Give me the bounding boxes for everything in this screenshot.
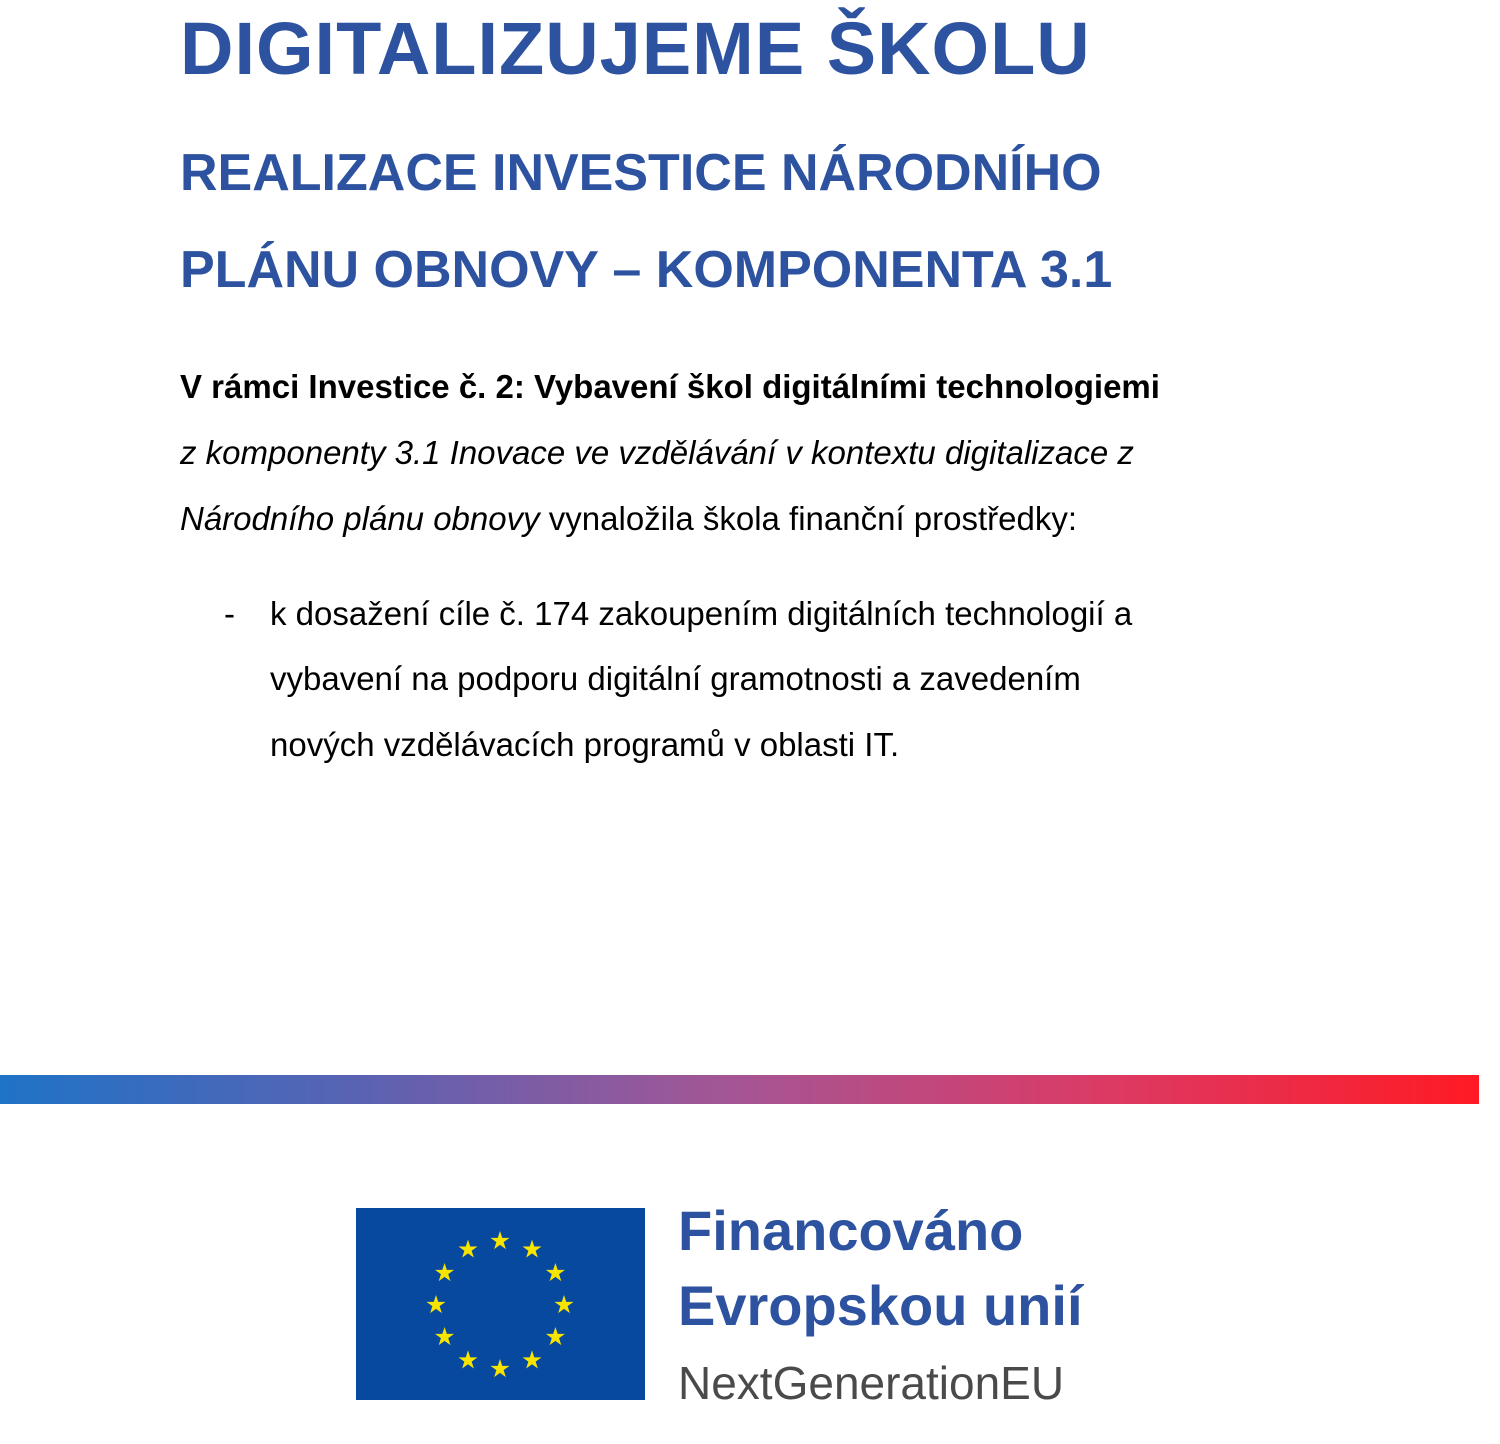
subtitle-line-1: REALIZACE INVESTICE NÁRODNÍHO xyxy=(180,144,1102,202)
bullet-dash: - xyxy=(224,595,235,632)
component-description: z komponenty 3.1 Inovace ve vzdělávání v kontextu digitalizace z xyxy=(180,434,1134,471)
bullet-line-2: vybavení na podporu digitální gramotnosti a zavedením xyxy=(270,660,1081,697)
subtitle-line-2: PLÁNU OBNOVY – KOMPONENTA 3.1 xyxy=(180,241,1113,299)
bullet-line-1: k dosažení cíle č. 174 zakoupením digitálních technologií a xyxy=(270,595,1133,632)
funded-by-line1: Financováno xyxy=(678,1199,1024,1262)
eu-flag-icon xyxy=(356,1208,645,1400)
funding-statement: vynaložila škola finanční prostředky: xyxy=(539,500,1078,537)
plan-name: Národního plánu obnovy xyxy=(180,500,540,537)
funding-sentence xyxy=(180,499,1380,539)
bullet-line-3: nových vzdělávacích programů v oblasti IT. xyxy=(270,726,900,763)
gradient-divider xyxy=(0,1075,1479,1104)
lead-paragraph: V rámci Investice č. 2: Vybavení škol digitálními technologiemi xyxy=(180,368,1160,405)
page-title: DIGITALIZUJEME ŠKOLU xyxy=(180,7,1091,90)
next-generation-eu: NextGenerationEU xyxy=(678,1357,1065,1409)
funded-by-line2: Evropskou unií xyxy=(678,1274,1083,1337)
